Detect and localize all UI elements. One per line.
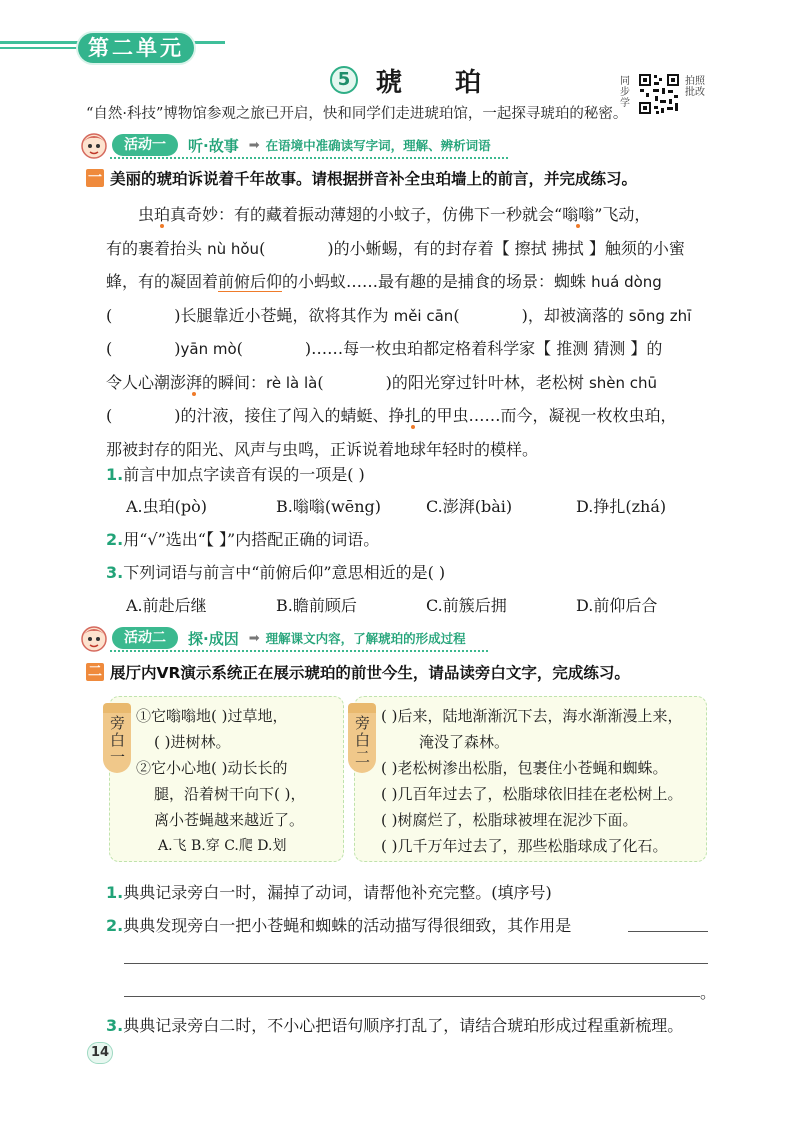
text: 的瞬间： [202, 372, 267, 392]
narration-line: 离小苍蝇越来越近了。 [154, 811, 305, 829]
end-mark: 。 [700, 983, 717, 1002]
text: ( [106, 406, 113, 425]
passage-line [106, 265, 706, 299]
question-number: 3. [106, 1016, 124, 1035]
text: 蜂，有的凝固着 [106, 272, 219, 291]
underlined-phrase: 前俯后仰 [218, 272, 283, 291]
qr-code-icon[interactable] [638, 73, 680, 115]
qr-right-label [685, 76, 711, 98]
answer-line[interactable] [124, 963, 708, 964]
qr-left-char: 同 [620, 76, 630, 87]
pinyin: sōng zhī [628, 306, 692, 325]
question-1-3-options [126, 593, 726, 616]
text: 真奇妙：有的藏着振动薄翅的小蚊子，仿佛下一秒就会“ [170, 205, 563, 224]
text: 的小蚂蚁……最有趣的是捕食的场景：蜘蛛 [282, 272, 592, 291]
pinyin: huá dòng [591, 273, 662, 291]
option-b[interactable]: B.嗡嗡(wēng) [276, 497, 382, 516]
section-heading-2 [86, 661, 630, 683]
passage-line [106, 399, 706, 433]
option-d[interactable]: D.挣扎(zhá) [576, 497, 667, 516]
preface-passage [106, 198, 706, 466]
text: )的小蜥蜴，有的封存着【 擦拭 拂拭 】触须的小蜜 [327, 238, 685, 258]
text: )的阳光穿过针叶林，老松树 [385, 372, 589, 392]
mascot-icon [78, 129, 110, 161]
text: ( [259, 238, 266, 258]
narration-label-text: 旁白一 [108, 715, 126, 766]
narration-line: 腿，沿着树干向下( )， [154, 785, 306, 803]
question-text: 下列词语与前言中“前俯后仰”意思相近的是( ) [123, 563, 446, 582]
lesson-title: 琥 珀 [376, 67, 504, 98]
activity-pill: 活动一 [112, 134, 178, 156]
activity-underline [110, 650, 488, 652]
option-a[interactable]: A.前赴后继 [126, 596, 207, 615]
text: 虫 [138, 205, 155, 224]
text: ) [174, 339, 181, 358]
dotted-char: 湃 [186, 372, 203, 392]
narration-line: ( )后来，陆地渐渐沉下去，海水渐渐漫上来， [381, 707, 683, 725]
lesson-number: 5 [330, 66, 358, 94]
question-number: 1. [106, 883, 124, 902]
narration-line: ①它嗡嗡地( )过草地， [136, 707, 288, 725]
question-1-1 [106, 462, 365, 485]
narration-line: ( )树腐烂了，松脂球被埋在泥沙下面。 [381, 811, 638, 829]
question-2-2 [106, 913, 571, 936]
text: ( [453, 305, 460, 325]
narration-line: ( )进树林。 [154, 733, 231, 751]
passage-line [106, 366, 706, 400]
narration-label-2 [348, 711, 376, 773]
narration-line: ( )老松树渗出松脂，包裹住小苍蝇和蜘蛛。 [381, 759, 668, 777]
text: ( [236, 339, 243, 358]
section-instruction: 美丽的琥珀诉说着千年故事。请根据拼音补全虫珀墙上的前言，并完成练习。 [110, 170, 638, 188]
text: 有的裹着抬头 [106, 238, 208, 258]
section-number: 一 [88, 170, 102, 186]
dotted-char: 珀 [154, 205, 171, 224]
pinyin: yān mò [180, 340, 237, 358]
question-2-1 [106, 880, 552, 903]
question-number: 1. [106, 465, 124, 484]
question-1-2 [106, 527, 379, 550]
option-c[interactable]: C.澎湃(bài) [426, 497, 513, 516]
narration-box-2 [354, 696, 707, 862]
activity-topic: 听·故事 [188, 136, 239, 155]
arrow-right-icon: ➡ [248, 137, 260, 153]
activity-banner-1 [78, 133, 491, 157]
activity-topic: 探·成因 [188, 629, 239, 648]
question-1-1-options [126, 494, 726, 517]
answer-line[interactable] [628, 931, 708, 932]
pinyin: shèn chū [588, 373, 658, 392]
text: )……每一枚虫珀都定格着科学家【 推测 猜测 】的 [304, 339, 663, 358]
intro-text: “自然·科技”博物馆参观之旅已开启，快和同学们走进琥珀馆，一起探寻琥珀的秘密。 [86, 106, 628, 122]
narration-line: 淹没了森林。 [419, 733, 510, 751]
question-number: 2. [106, 916, 124, 935]
text: ( [317, 372, 324, 392]
option-c[interactable]: C.前簇后拥 [426, 596, 507, 615]
question-text: 典典记录旁白一时，漏掉了动词，请帮他补充完整。(填序号) [123, 883, 552, 902]
activity-banner-2 [78, 626, 466, 650]
narration-line: ( )几千万年过去了，那些松脂球成了化石。 [381, 837, 668, 855]
option-d[interactable]: D.前仰后合 [576, 596, 658, 615]
passage-line [106, 232, 706, 266]
mascot-icon [78, 622, 110, 654]
qr-right-text: 拍照 [685, 76, 705, 87]
qr-left-char: 学 [620, 98, 630, 109]
option-b[interactable]: B.瞻前顾后 [276, 596, 357, 615]
answer-line[interactable] [124, 996, 700, 997]
passage-line [106, 299, 706, 333]
text: )，却被滴落的 [521, 305, 629, 325]
question-text: 用“√”选出“【 】”内搭配正确的词语。 [123, 530, 380, 549]
section-heading-1 [86, 167, 637, 189]
dotted-word: 嗡嗡 [562, 205, 595, 224]
question-text: 前言中加点字读音有误的一项是( ) [123, 465, 365, 484]
page-number: 14 [87, 1042, 113, 1064]
activity-goal: 理解课文内容，了解琥珀的形成过程 [265, 631, 466, 646]
section-instruction: 展厅内VR演示系统正在展示琥珀的前世今生，请品读旁白文字，完成练习。 [110, 664, 630, 682]
text: ( [106, 339, 113, 358]
arrow-right-icon: ➡ [248, 630, 260, 646]
text: 那被封存的阳光、风声与虫鸣，正诉说着地球年轻时的模样。 [106, 439, 539, 459]
lesson-heading [330, 63, 503, 97]
passage-line [106, 198, 706, 232]
question-number: 3. [106, 563, 124, 582]
text: )长腿靠近小苍蝇，欲将其作为 [174, 305, 394, 325]
question-text: 典典记录旁白二时，不小心把语句顺序打乱了，请结合琥珀形成过程重新梳理。 [123, 1016, 684, 1035]
activity-underline [110, 157, 508, 159]
activity-goal: 在语境中准确读写字词，理解、辨析词语 [265, 138, 491, 153]
narration-label-text: 旁白二 [353, 715, 371, 766]
dotted-char: 扎 [404, 406, 421, 425]
qr-right-text: 批改 [685, 87, 705, 98]
narration-options: A.飞 B.穿 C.爬 D.划 [158, 838, 287, 854]
activity-pill: 活动二 [112, 627, 178, 649]
narration-box-1 [109, 696, 344, 862]
question-number: 2. [106, 530, 124, 549]
question-text: 典典发现旁白一把小苍蝇和蜘蛛的活动描写得很细致，其作用是 [123, 916, 572, 935]
text: )的汁液，接住了闯入的蜻蜓、挣 [174, 406, 405, 425]
unit-label: 第二单元 [78, 33, 194, 63]
pinyin: měi cān [393, 306, 454, 325]
question-2-3 [106, 1013, 683, 1036]
qr-left-char: 步 [620, 87, 630, 98]
text: 的甲虫……而今，凝视一枚枚虫珀， [420, 406, 677, 425]
pinyin: nù hǒu [207, 239, 260, 258]
text: ( [106, 305, 113, 325]
text: 令人心潮澎 [106, 372, 187, 392]
passage-line [106, 332, 706, 366]
question-1-3 [106, 560, 445, 583]
narration-line: ②它小心地( )动长长的 [136, 759, 288, 777]
section-number: 二 [88, 664, 102, 680]
passage-line [106, 433, 706, 467]
narration-line: ( )几百年过去了，松脂球依旧挂在老松树上。 [381, 785, 683, 803]
text: ”飞动， [594, 205, 651, 224]
pinyin: rè là là [266, 373, 318, 392]
narration-label-1 [103, 711, 131, 773]
option-a[interactable]: A.虫珀(pò) [126, 497, 208, 516]
